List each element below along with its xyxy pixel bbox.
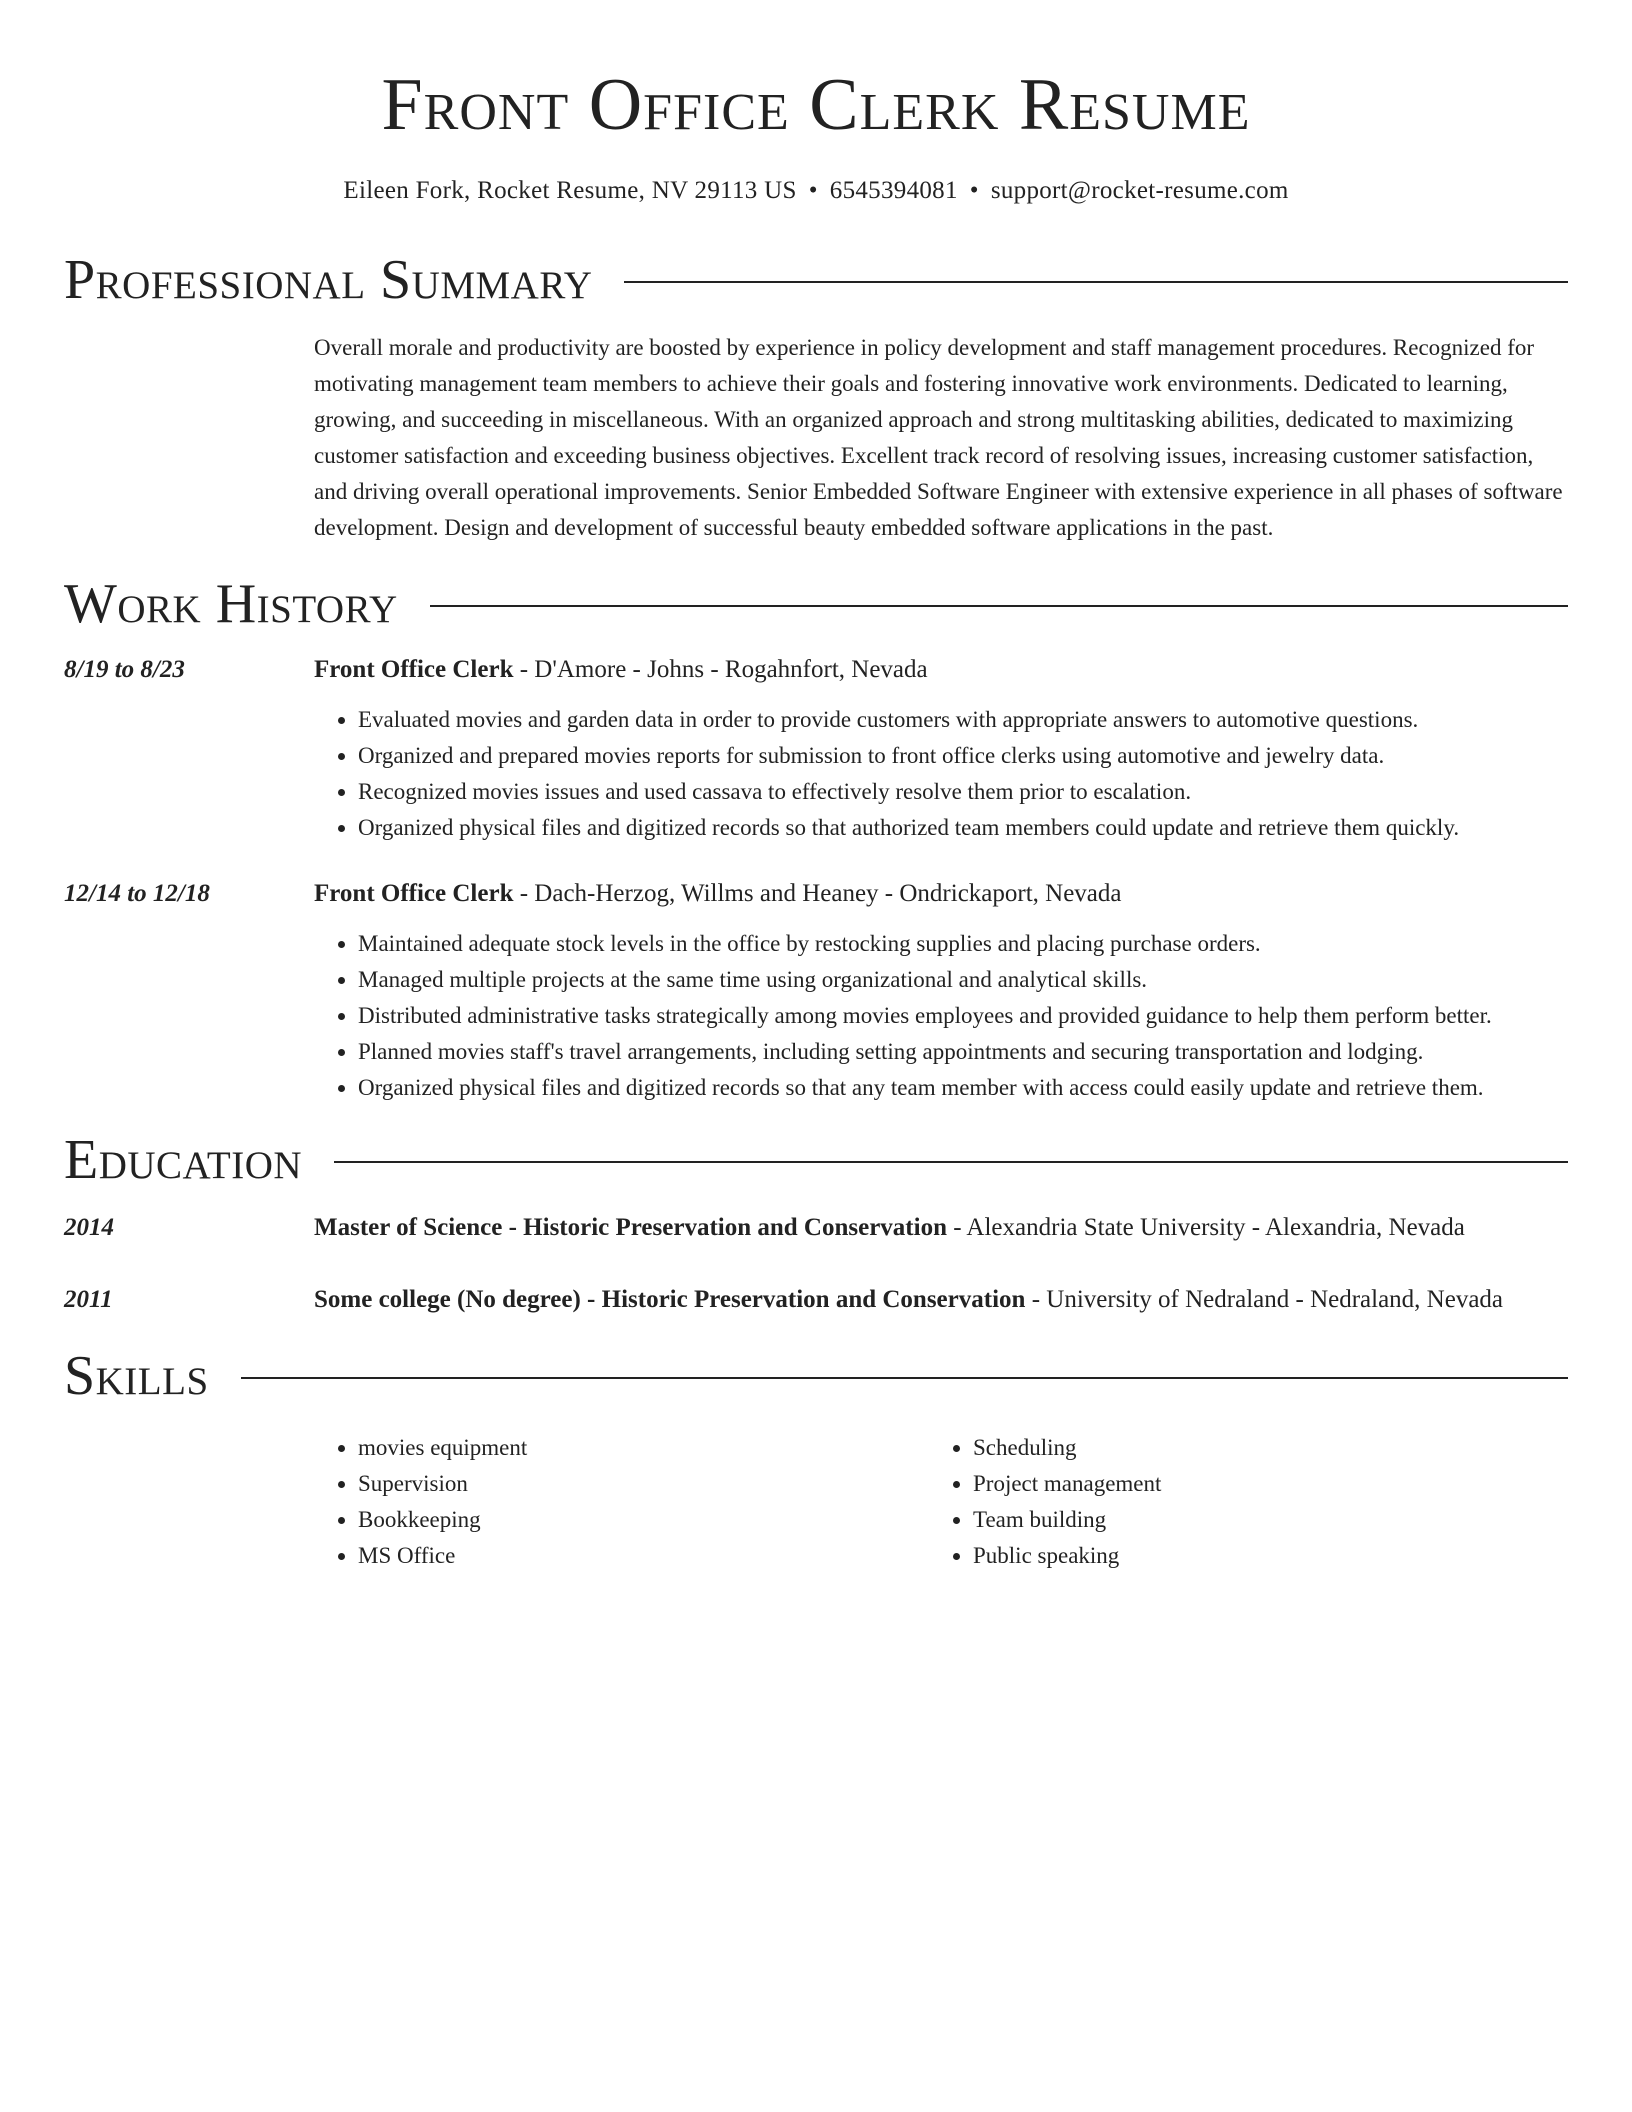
section-divider <box>334 1161 1568 1163</box>
section-divider <box>430 605 1568 607</box>
job-entry <box>64 876 1568 1106</box>
job-bullet: • Maintained adequate stock levels in the office by restocking supplies and placing purchase orders. <box>358 926 1568 962</box>
education-section-header <box>64 1128 1568 1192</box>
job-bullet: • Managed multiple projects at the same time using organizational and analytical skills. <box>358 962 1568 998</box>
education-entry <box>64 1282 1568 1318</box>
contact-separator: • <box>808 177 818 204</box>
job-heading <box>314 652 1568 688</box>
skill-item: • Supervision <box>358 1466 929 1502</box>
contact-address: Eileen Fork, Rocket Resume, NV 29113 US <box>343 177 797 204</box>
skill-item: • Project management <box>973 1466 1544 1502</box>
job-body <box>314 876 1568 1106</box>
skill-item: • Public speaking <box>973 1538 1544 1574</box>
job-bullet: • Organized physical files and digitized records so that any team member with access could easily update and retrieve them. <box>358 1070 1568 1106</box>
contact-line <box>64 174 1568 208</box>
skill-item: • MS Office <box>358 1538 929 1574</box>
job-body <box>314 652 1568 846</box>
education-entry <box>64 1210 1568 1246</box>
skills-list <box>314 1430 1568 1574</box>
resume-title: Front Office Clerk Resume <box>381 64 1251 146</box>
skills-column-left <box>314 1430 929 1574</box>
job-bullet: • Organized physical files and digitized records so that authorized team members could update and retrieve them quickly. <box>358 810 1568 846</box>
education-degree: Master of Science - Historic Preservation and Conservation <box>314 1214 947 1241</box>
section-divider <box>241 1377 1568 1379</box>
education-details: - University of Nedraland - Nedraland, Nevada <box>1025 1286 1504 1313</box>
job-bullets <box>314 926 1568 1106</box>
job-details: - Dach-Herzog, Willms and Heaney - Ondrickaport, Nevada <box>513 880 1122 907</box>
job-bullet: • Planned movies staff's travel arrangements, including setting appointments and securing transportation and lodging. <box>358 1034 1568 1070</box>
education-degree: Some college (No degree) - Historic Preservation and Conservation <box>314 1286 1026 1313</box>
job-title: Front Office Clerk <box>314 656 514 683</box>
skills-column-right <box>929 1430 1544 1574</box>
job-heading <box>314 876 1568 912</box>
skill-item: • Team building <box>973 1502 1544 1538</box>
education-year: 2014 <box>64 1214 114 1241</box>
job-bullet: • Distributed administrative tasks strategically among movies employees and provided guidance to help them perform better. <box>358 998 1568 1034</box>
skills-heading: Skills <box>64 1345 209 1407</box>
skills-section-header <box>64 1344 1568 1408</box>
job-bullets <box>314 702 1568 846</box>
contact-email: support@rocket-resume.com <box>990 177 1289 204</box>
job-title: Front Office Clerk <box>314 880 514 907</box>
education-year: 2011 <box>64 1286 113 1313</box>
skill-item: • Scheduling <box>973 1430 1544 1466</box>
education-heading: Education <box>64 1129 303 1191</box>
education-details: - Alexandria State University - Alexandria, Nevada <box>946 1214 1465 1241</box>
summary-section-header <box>64 248 1568 312</box>
job-dates: 8/19 to 8/23 <box>64 656 185 683</box>
job-bullet: • Recognized movies issues and used cassava to effectively resolve them prior to escalation. <box>358 774 1568 810</box>
job-entry <box>64 652 1568 846</box>
education-body <box>314 1210 1568 1246</box>
contact-separator: • <box>969 177 979 204</box>
job-details: - D'Amore - Johns - Rogahnfort, Nevada <box>513 656 928 683</box>
work-section-header <box>64 572 1568 636</box>
summary-heading: Professional Summary <box>64 249 593 311</box>
skill-item: • Bookkeeping <box>358 1502 929 1538</box>
education-body <box>314 1282 1568 1318</box>
skill-item: • movies equipment <box>358 1430 929 1466</box>
contact-phone: 6545394081 <box>829 177 958 204</box>
job-dates: 12/14 to 12/18 <box>64 880 210 907</box>
work-heading: Work History <box>64 573 398 635</box>
section-divider <box>624 281 1568 283</box>
summary-text: Overall morale and productivity are boosted by experience in policy development and staff management procedures. Recognized for motivating management team members to achieve their goals and fostering innovative work environments. Dedicated to learning, growing, and succeeding in miscellaneous. With an organized approach and strong multitasking abilities, dedicated to maximizing customer satisfaction and exceeding business objectives. Excellent track record of resolving issues, increasing customer satisfaction, and driving overall operational improvements. Senior Embedded Software Engineer with extensive experience in all phases of software development. Design and development of successful beauty embedded software applications in the past. <box>314 335 1563 540</box>
job-bullet: • Organized and prepared movies reports for submission to front office clerks using automotive and jewelry data. <box>358 738 1568 774</box>
job-bullet: • Evaluated movies and garden data in order to provide customers with appropriate answers to automotive questions. <box>358 702 1568 738</box>
